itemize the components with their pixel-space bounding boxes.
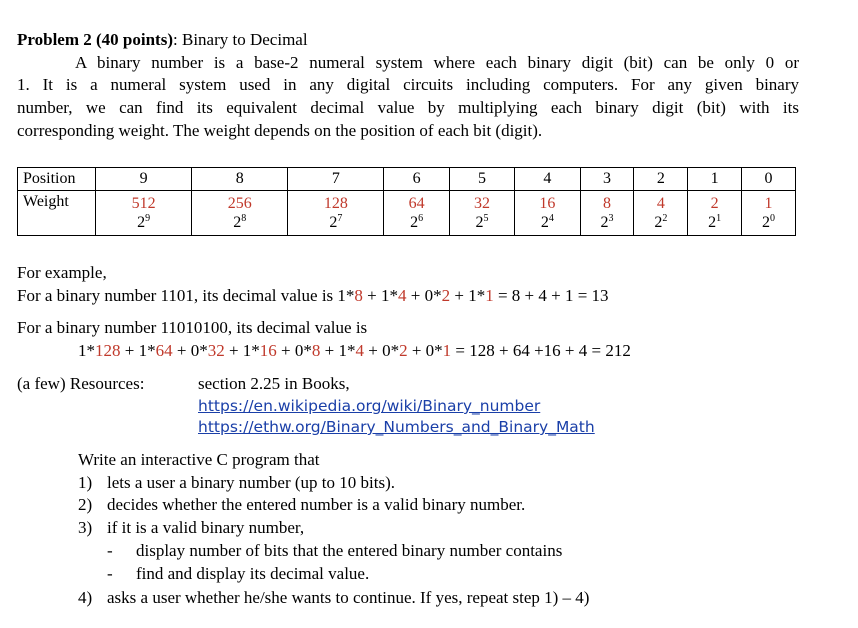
resource-book: section 2.25 in Books, — [198, 374, 350, 393]
problem-number: Problem 2 — [17, 30, 92, 49]
weight-power — [96, 213, 191, 232]
weight-cell — [688, 191, 742, 236]
position-cell: 8 — [192, 168, 288, 191]
example-1-term-weight: 2 — [441, 286, 451, 305]
power-exponent: 1 — [716, 213, 722, 224]
example-2-term-weight: 32 — [207, 341, 225, 360]
position-row — [18, 168, 796, 191]
position-cell: 3 — [580, 168, 634, 191]
example-2-term-digit: 1* — [242, 341, 260, 360]
problem-title — [17, 30, 308, 50]
plus-sign: + — [407, 341, 426, 360]
step-4-text: asks a user whether he/she wants to continue. If yes, repeat step 1) – 4) — [107, 588, 590, 607]
position-cell: 4 — [515, 168, 580, 191]
power-exponent: 0 — [770, 213, 776, 224]
step-2-number: 2) — [78, 495, 93, 514]
example-1-line — [17, 286, 609, 306]
intro-line-3: number, we can find its equivalent decimal value by multiplying each binary digit (bit) with its — [17, 98, 799, 117]
example-2-line — [78, 341, 631, 361]
example-2-term-digit: 1* — [138, 341, 156, 360]
bullet-2-text: find and display its decimal value. — [136, 564, 370, 583]
weight-value: 2 — [710, 195, 719, 212]
step-1-number: 1) — [78, 473, 93, 492]
power-base: 2 — [137, 214, 146, 231]
step-3-number: 3) — [78, 518, 93, 537]
example-2-term-weight: 4 — [355, 341, 364, 360]
power-base: 2 — [329, 214, 338, 231]
power-exponent: 4 — [548, 213, 554, 224]
example-2-terms — [78, 341, 451, 360]
step-2-text: decides whether the entered number is a valid binary number. — [107, 495, 526, 514]
plus-sign: + — [120, 341, 139, 360]
position-cell: 1 — [688, 168, 742, 191]
weight-cell — [449, 191, 514, 236]
position-cell: 0 — [742, 168, 796, 191]
weight-power — [384, 213, 448, 232]
power-base: 2 — [540, 214, 549, 231]
plus-sign: + — [172, 341, 191, 360]
example-1-term-digit: 0* — [424, 286, 442, 305]
weight-power — [450, 213, 514, 232]
resources-label: (a few) Resources: — [17, 374, 145, 393]
title-colon: : — [173, 30, 178, 49]
example-2-term-digit: 1* — [78, 341, 95, 360]
weight-value: 4 — [656, 195, 665, 212]
weight-power — [634, 213, 687, 232]
resource-link-wikipedia[interactable]: https://en.wikipedia.org/wiki/Binary_number — [198, 397, 541, 415]
weight-cell — [742, 191, 796, 236]
example-1-term-weight: 4 — [398, 286, 407, 305]
example-2-term-digit: 0* — [294, 341, 312, 360]
example-2-term-weight: 1 — [442, 341, 452, 360]
power-exponent: 9 — [145, 213, 151, 224]
step-1-text: lets a user a binary number (up to 10 bits). — [107, 473, 395, 492]
position-cell: 7 — [288, 168, 384, 191]
example-2-result: = 128 + 64 +16 + 4 = 212 — [451, 341, 631, 360]
power-exponent: 2 — [662, 213, 668, 224]
plus-sign: + — [320, 341, 339, 360]
weight-cell — [580, 191, 634, 236]
problem-points: (40 points) — [96, 30, 173, 49]
example-1-term-weight: 8 — [354, 286, 363, 305]
power-exponent: 7 — [337, 213, 343, 224]
weight-value: 8 — [602, 195, 611, 212]
bullet-2-dash: - — [107, 564, 113, 583]
plus-sign: + — [406, 286, 425, 305]
position-header: Position — [18, 168, 96, 191]
example-1-terms — [337, 286, 493, 305]
weight-cell — [384, 191, 449, 236]
weight-value: 512 — [131, 195, 156, 212]
example-2-term-weight: 64 — [155, 341, 173, 360]
bullet-1-text: display number of bits that the entered binary number contains — [136, 541, 563, 560]
power-base: 2 — [410, 214, 419, 231]
weight-table — [17, 167, 796, 236]
weight-power — [581, 213, 634, 232]
weight-value: 1 — [764, 195, 773, 212]
example-1-term-digit: 1* — [337, 286, 355, 305]
example-2-term-digit: 0* — [190, 341, 208, 360]
intro-line-1: A binary number is a base-2 numeral system where each binary digit (bit) can be only 0 or — [75, 53, 799, 72]
problem-subtitle: Binary to Decimal — [181, 30, 308, 49]
example-2-term-weight: 16 — [259, 341, 277, 360]
weight-value: 32 — [473, 195, 490, 212]
power-base: 2 — [708, 214, 717, 231]
weight-value: 64 — [408, 195, 425, 212]
example-1-term-weight: 1 — [485, 286, 494, 305]
step-4-number: 4) — [78, 588, 93, 607]
power-base: 2 — [762, 214, 771, 231]
example-2-term-weight: 2 — [399, 341, 408, 360]
position-cell: 5 — [449, 168, 514, 191]
power-base: 2 — [475, 214, 484, 231]
plus-sign: + — [276, 341, 295, 360]
step-3-text: if it is a valid binary number, — [107, 518, 305, 537]
position-cell: 6 — [384, 168, 449, 191]
example-2-term-digit: 0* — [425, 341, 443, 360]
bullet-1-dash: - — [107, 541, 113, 560]
example-1-term-digit: 1* — [468, 286, 486, 305]
weight-power — [192, 213, 287, 232]
power-exponent: 8 — [241, 213, 247, 224]
plus-sign: + — [363, 341, 383, 360]
example-2-term-digit: 1* — [338, 341, 356, 360]
resource-link-ethw[interactable]: https://ethw.org/Binary_Numbers_and_Binary_Math — [198, 418, 595, 436]
power-exponent: 6 — [418, 213, 424, 224]
weight-header: Weight — [18, 191, 96, 236]
example-1-prefix: For a binary number 1101, its decimal value is — [17, 286, 338, 305]
plus-sign: + — [450, 286, 469, 305]
weight-cell — [192, 191, 288, 236]
power-base: 2 — [600, 214, 609, 231]
power-exponent: 3 — [608, 213, 614, 224]
weight-cell — [288, 191, 384, 236]
weight-power — [742, 213, 795, 232]
example-2-term-weight: 128 — [95, 341, 121, 360]
weight-value: 128 — [323, 195, 348, 212]
position-cell: 9 — [96, 168, 192, 191]
power-base: 2 — [654, 214, 663, 231]
weight-cell — [515, 191, 580, 236]
weight-cell — [96, 191, 192, 236]
weight-power — [288, 213, 383, 232]
plus-sign: + — [224, 341, 243, 360]
power-base: 2 — [233, 214, 242, 231]
weight-cell — [634, 191, 688, 236]
example-2-intro: For a binary number 11010100, its decimal value is — [17, 318, 368, 337]
example-1-result: = 8 + 4 + 1 = 13 — [493, 286, 609, 305]
plus-sign: + — [362, 286, 382, 305]
example-2-term-digit: 0* — [382, 341, 400, 360]
weight-power — [688, 213, 741, 232]
example-1-term-digit: 1* — [381, 286, 399, 305]
weight-power — [515, 213, 579, 232]
example-label: For example, — [17, 263, 107, 282]
intro-line-4: corresponding weight. The weight depends on the position of each bit (digit). — [17, 121, 543, 140]
task-intro: Write an interactive C program that — [78, 450, 320, 469]
weight-row — [18, 191, 796, 236]
intro-line-2: 1. It is a numeral system used in any digital circuits including computers. For any given binary — [17, 75, 799, 94]
weight-value: 256 — [227, 195, 252, 212]
position-cell: 2 — [634, 168, 688, 191]
weight-value: 16 — [539, 195, 556, 212]
example-2-term-weight: 8 — [311, 341, 321, 360]
power-exponent: 5 — [483, 213, 489, 224]
